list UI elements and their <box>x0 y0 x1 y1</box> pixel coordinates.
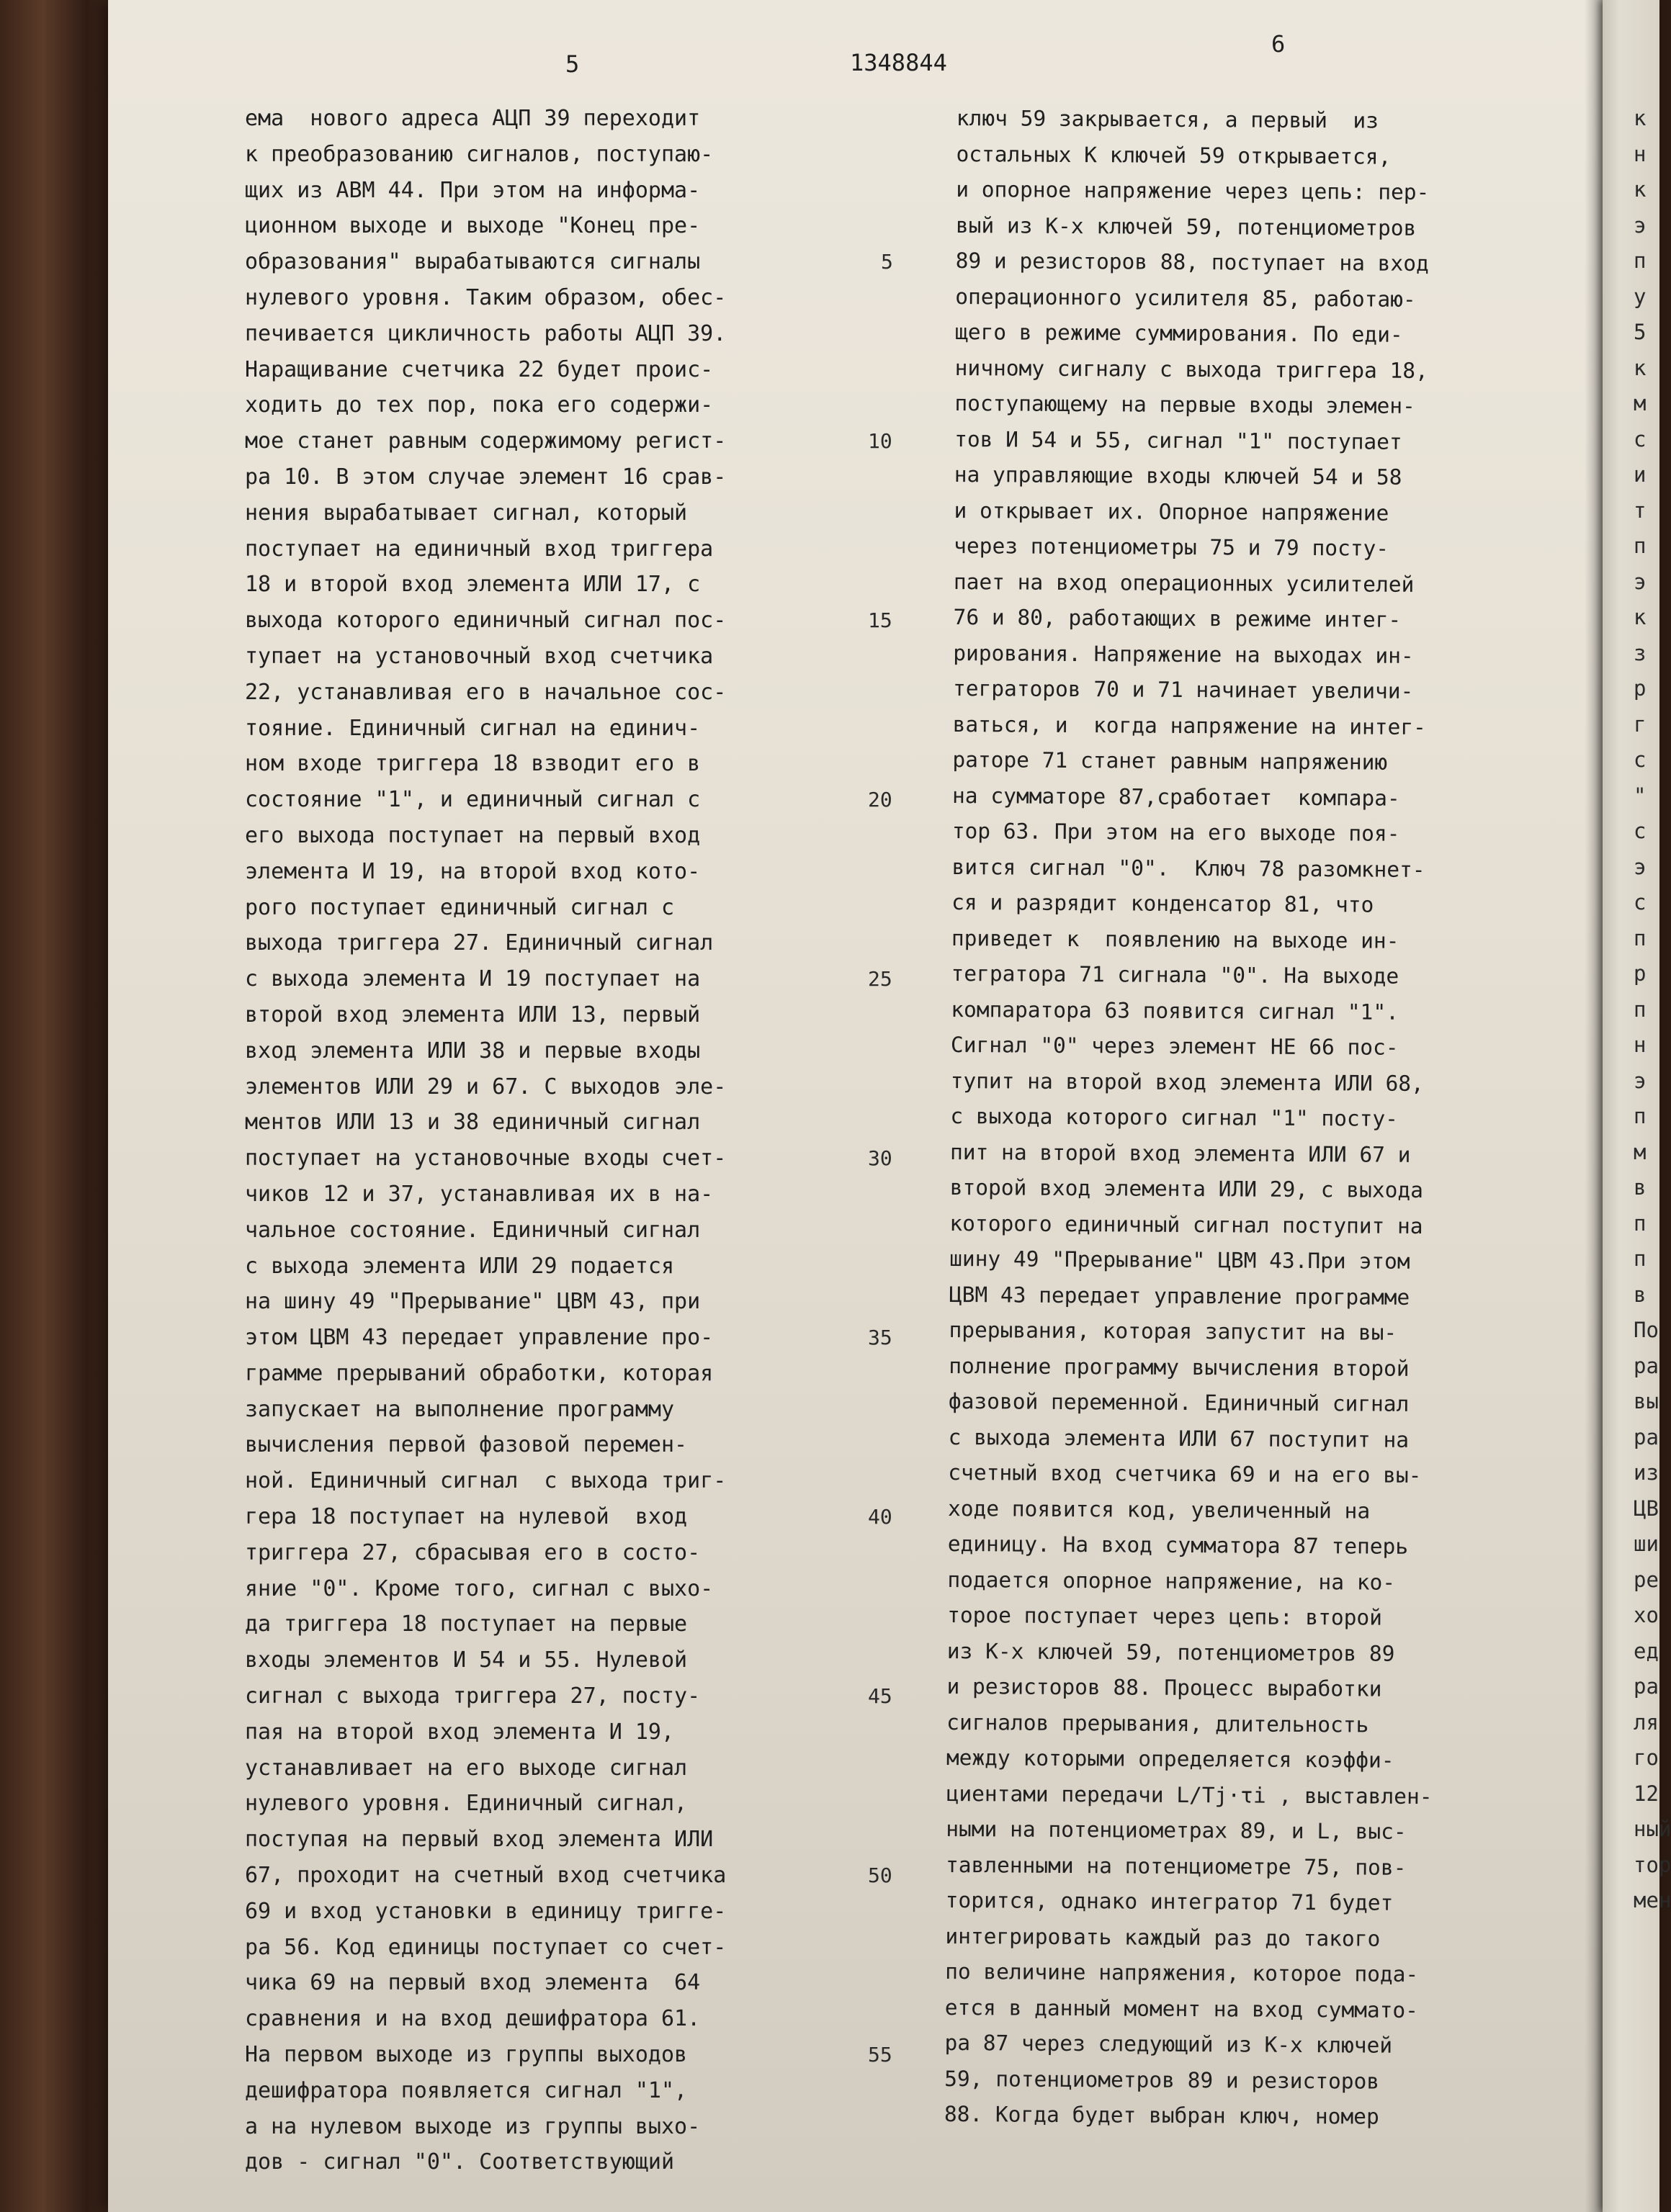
text-line: тупит на второй вход элемента ИЛИ 68, <box>950 1068 1424 1096</box>
text-line: прерывания, которая запустит на вы- <box>949 1317 1397 1345</box>
text-line: ной. Единичный сигнал с выхода триг- <box>245 1468 727 1494</box>
text-line: Наращивание счетчика 22 будет проис- <box>245 356 714 382</box>
text-line: тор 63. При этом на его выходе поя- <box>951 818 1400 846</box>
edge-fragment: п <box>1634 1246 1647 1271</box>
text-line: из К-х ключей 59, потенциометров 89 <box>946 1638 1395 1666</box>
line-number: 5 <box>881 250 893 274</box>
line-number: 25 <box>868 967 892 992</box>
edge-fragment: хо <box>1634 1603 1659 1627</box>
text-line: дешифратора появляется сигнал "1", <box>245 2077 688 2103</box>
text-line: а на нулевом выходе из группы выхо- <box>245 2113 701 2139</box>
right-text-column <box>944 101 1443 2136</box>
text-line: вход элемента ИЛИ 38 и первые входы <box>245 1038 701 1064</box>
text-line: элемента И 19, на второй вход кото- <box>245 858 701 884</box>
text-line: на шину 49 "Прерывание" ЦВМ 43, при <box>245 1289 701 1315</box>
edge-fragment: ра <box>1634 1674 1659 1699</box>
edge-fragment: э <box>1634 569 1647 594</box>
edge-fragment: з <box>1634 640 1647 665</box>
text-line: раторе 71 станет равным напряжению <box>952 747 1388 775</box>
edge-fragment: г <box>1634 711 1647 737</box>
edge-fragment: вы <box>1634 1389 1659 1413</box>
text-line: теграторов 70 и 71 начинает увеличи- <box>952 675 1414 703</box>
text-line: 22, устанавливая его в начальное сос- <box>245 679 727 705</box>
text-line: ра 87 через следующий из К-х ключей <box>944 2030 1393 2058</box>
text-line: второй вход элемента ИЛИ 29, с выхода <box>949 1174 1424 1202</box>
text-line: грамме прерываний обработки, которая <box>245 1360 714 1386</box>
edge-fragment: у <box>1634 284 1647 309</box>
edge-fragment: ра <box>1634 1353 1659 1378</box>
text-line: ничному сигналу с выхода триггера 18, <box>954 355 1428 383</box>
edge-fragment: п <box>1634 997 1647 1022</box>
edge-fragment: в <box>1634 1282 1647 1307</box>
line-number: 30 <box>868 1146 892 1171</box>
line-number: 20 <box>868 788 892 812</box>
text-line: рого поступает единичный сигнал с <box>245 894 675 920</box>
text-line: ема нового адреса АЦП 39 переходит <box>245 106 701 131</box>
text-line: сигналов прерывания, длительность <box>946 1709 1369 1737</box>
text-line: яние "0". Кроме того, сигнал с выхо- <box>245 1575 714 1601</box>
line-number: 35 <box>868 1326 892 1350</box>
text-line: ном входе триггера 18 взводит его в <box>245 751 701 777</box>
text-line: подается опорное напряжение, на ко- <box>947 1567 1396 1595</box>
edge-fragment: к <box>1634 355 1647 380</box>
text-line: с выхода элемента ИЛИ 67 поступит на <box>948 1424 1410 1452</box>
edge-fragment: п <box>1634 248 1647 273</box>
edge-fragment: п <box>1634 534 1647 558</box>
edge-fragment: с <box>1634 747 1647 772</box>
edge-fragment: из <box>1634 1460 1659 1485</box>
text-line: чиков 12 и 37, устанавливая их в на- <box>245 1181 714 1207</box>
edge-fragment: к <box>1634 106 1647 130</box>
text-line: торое поступает через цепь: второй <box>947 1602 1383 1630</box>
text-line: полнение программу вычисления второй <box>949 1353 1410 1381</box>
text-line: триггера 27, сбрасывая его в состо- <box>245 1539 701 1565</box>
line-number: 55 <box>868 2043 892 2067</box>
text-line: и резисторов 88. Процесс выработки <box>946 1673 1382 1701</box>
text-line: входы элементов И 54 и 55. Нулевой <box>245 1647 688 1673</box>
text-line: поступающему на первые входы элемен- <box>954 390 1415 418</box>
left-page-number: 5 <box>565 50 580 78</box>
text-line: ваться, и когда напряжение на интег- <box>952 711 1426 739</box>
edge-fragment: ЦВ <box>1634 1496 1659 1521</box>
text-line: к преобразованию сигналов, поступаю- <box>245 141 714 167</box>
edge-fragment: п <box>1634 1210 1647 1236</box>
text-line: операционного усилителя 85, работаю- <box>955 284 1416 312</box>
text-line: приведет к появлению на выходе ин- <box>951 925 1399 953</box>
edge-fragment: п <box>1634 925 1647 950</box>
text-line: Сигнал "0" через элемент НЕ 66 пос- <box>950 1032 1399 1060</box>
edge-fragment: ре <box>1634 1567 1659 1592</box>
text-line: пит на второй вход элемента ИЛИ 67 и <box>949 1139 1411 1167</box>
line-number: 45 <box>868 1684 892 1709</box>
text-line: образования" вырабатываются сигналы <box>245 249 701 275</box>
line-number: 40 <box>868 1505 892 1529</box>
text-line: счетный вход счетчика 69 и на его вы- <box>948 1460 1422 1488</box>
text-line: фазовой переменной. Единичный сигнал <box>948 1388 1410 1416</box>
text-line: циентами передачи L/Tj·τi , выставлен- <box>946 1781 1433 1809</box>
text-line: 59, потенциометров 89 и резисторов <box>944 2066 1380 2094</box>
edge-fragment: По <box>1634 1318 1659 1342</box>
text-line: тупает на установочный вход счетчика <box>245 643 714 669</box>
text-line: и опорное напряжение через цепь: пер- <box>956 176 1430 205</box>
text-line: пая на второй вход элемента И 19, <box>245 1719 675 1745</box>
edge-fragment: п <box>1634 1104 1647 1128</box>
text-line: с выхода элемента И 19 поступает на <box>245 966 701 992</box>
edge-fragment: э <box>1634 212 1647 238</box>
text-line: да триггера 18 поступает на первые <box>245 1611 688 1637</box>
text-line: запускает на выполнение программу <box>245 1396 675 1422</box>
edge-fragment: н <box>1634 1033 1647 1057</box>
edge-fragment: 5 <box>1634 320 1647 344</box>
edge-fragment: э <box>1634 854 1647 879</box>
text-line: сравнения и на вход дешифратора 61. <box>245 2006 701 2032</box>
text-line: ходе появится код, увеличенный на <box>947 1496 1371 1524</box>
text-line: нулевого уровня. Единичный сигнал, <box>245 1791 688 1817</box>
text-line: 18 и второй вход элемента ИЛИ 17, с <box>245 572 701 598</box>
text-line: элементов ИЛИ 29 и 67. С выходов эле- <box>245 1074 727 1100</box>
text-line: единицу. На вход сумматора 87 теперь <box>947 1531 1409 1559</box>
text-line: ными на потенциометрах 89, и L, выс- <box>946 1816 1407 1844</box>
text-line: щего в режиме суммирования. По еди- <box>954 319 1403 347</box>
text-line: тояние. Единичный сигнал на единич- <box>245 715 701 741</box>
text-line: выхода триггера 27. Единичный сигнал <box>245 930 714 956</box>
text-line: сигнал с выхода триггера 27, посту- <box>245 1683 701 1709</box>
edge-fragment: в <box>1634 1175 1647 1200</box>
text-line: ется в данный момент на вход суммато- <box>944 1995 1419 2023</box>
edge-fragment: э <box>1634 1068 1647 1093</box>
text-line: и открывает их. Опорное напряжение <box>954 498 1389 526</box>
text-line: на сумматоре 87,сработает компара- <box>952 783 1400 811</box>
edge-fragment: с <box>1634 890 1647 914</box>
next-page-text-fragments <box>1634 101 1671 1919</box>
text-line: ЦВМ 43 передает управление программе <box>949 1282 1410 1310</box>
edge-fragment: м <box>1634 1139 1647 1164</box>
text-line: ра 56. Код единицы поступает со счет- <box>245 1934 727 1960</box>
text-line: компаратора 63 появится сигнал "1". <box>951 997 1399 1025</box>
edge-fragment: ед <box>1634 1638 1659 1663</box>
text-line: тавленными на потенциометре 75, пов- <box>945 1852 1407 1880</box>
text-line: нения вырабатывает сигнал, который <box>245 500 688 526</box>
text-line: рирования. Напряжение на выходах ин- <box>953 640 1414 668</box>
text-line: выхода которого единичный сигнал пос- <box>245 608 727 634</box>
edge-fragment: н <box>1634 141 1647 166</box>
text-line: пает на вход операционных усилителей <box>953 569 1415 597</box>
text-line: вится сигнал "0". Ключ 78 разомкнет- <box>951 854 1425 882</box>
text-line: 67, проходит на счетный вход счетчика <box>245 1863 727 1889</box>
text-line: тегратора 71 сигнала "0". На выходе <box>951 961 1399 989</box>
edge-fragment: р <box>1634 961 1647 986</box>
text-line: 69 и вход установки в единицу тригге- <box>245 1898 727 1924</box>
edge-fragment: с <box>1634 426 1647 451</box>
text-line: чальное состояние. Единичный сигнал <box>245 1217 701 1243</box>
right-page-number: 6 <box>1271 30 1286 58</box>
text-line: 88. Когда будет выбран ключ, номер <box>944 2101 1379 2129</box>
text-line: между которыми определяется коэффи- <box>946 1745 1394 1773</box>
edge-fragment: ный <box>1634 1817 1671 1841</box>
text-line: дов - сигнал "0". Соответствующий <box>245 2149 675 2175</box>
text-line: тов И 54 и 55, сигнал "1" поступает <box>954 426 1402 454</box>
edge-fragment: ля <box>1634 1709 1659 1735</box>
text-line: торится, однако интегратор 71 будет <box>945 1887 1394 1915</box>
text-line: 89 и резисторов 88, поступает на вход <box>955 248 1429 276</box>
text-line: через потенциометры 75 и 79 посту- <box>954 533 1389 561</box>
text-line: этом ЦВМ 43 передает управление про- <box>245 1325 714 1351</box>
edge-fragment: 12 <box>1634 1781 1659 1806</box>
left-text-column <box>245 101 726 2180</box>
text-line: шину 49 "Прерывание" ЦВМ 43.При этом <box>949 1246 1410 1274</box>
text-line: на управляющие входы ключей 54 и 58 <box>954 462 1402 490</box>
text-line: ментов ИЛИ 13 и 38 единичный сигнал <box>245 1110 701 1136</box>
edge-fragment: к <box>1634 605 1647 629</box>
text-line: поступает на установочные входы счет- <box>245 1146 727 1172</box>
text-line: ходить до тех пор, пока его содержи- <box>245 392 714 418</box>
line-number: 15 <box>868 608 892 633</box>
edge-fragment: т <box>1634 498 1647 523</box>
text-line: поступает на единичный вход триггера <box>245 536 714 562</box>
edge-fragment: " <box>1634 783 1647 808</box>
edge-fragment: ши <box>1634 1532 1659 1556</box>
text-line: вычисления первой фазовой перемен- <box>245 1432 688 1458</box>
text-line: с выхода которого сигнал "1" посту- <box>950 1103 1399 1131</box>
text-line: ра 10. В этом случае элемент 16 срав- <box>245 464 727 490</box>
edge-fragment: р <box>1634 676 1647 701</box>
patent-number: 1348844 <box>850 49 947 76</box>
edge-fragment: мен <box>1634 1888 1671 1912</box>
text-line: печивается цикличность работы АЦП 39. <box>245 320 727 346</box>
text-line: его выхода поступает на первый вход <box>245 822 701 848</box>
text-line: ключ 59 закрывается, а первый из <box>956 105 1379 133</box>
line-number: 50 <box>868 1863 892 1888</box>
text-line: гера 18 поступает на нулевой вход <box>245 1504 688 1530</box>
text-line: с выхода элемента ИЛИ 29 подается <box>245 1253 675 1279</box>
text-line: ционном выходе и выходе "Конец пре- <box>245 213 701 239</box>
edge-fragment: с <box>1634 819 1647 843</box>
text-line: нулевого уровня. Таким образом, обес- <box>245 284 727 310</box>
line-number: 10 <box>868 429 892 454</box>
text-line: по величине напряжения, которое пода- <box>945 1959 1419 1987</box>
text-line: состояние "1", и единичный сигнал с <box>245 787 701 813</box>
text-line: вый из К-х ключей 59, потенциометров <box>955 212 1417 240</box>
edge-fragment: тор <box>1634 1852 1671 1877</box>
text-line: поступая на первый вход элемента ИЛИ <box>245 1827 714 1853</box>
text-line: остальных К ключей 59 открывается, <box>956 141 1392 169</box>
text-line: На первом выходе из группы выходов <box>245 2042 688 2068</box>
text-line: второй вход элемента ИЛИ 13, первый <box>245 1002 701 1028</box>
text-line: ся и разрядит конденсатор 81, что <box>951 889 1374 917</box>
edge-fragment: ра <box>1634 1424 1659 1449</box>
text-line: щих из АВМ 44. При этом на информа- <box>245 177 701 203</box>
edge-fragment: и <box>1634 462 1647 487</box>
edge-fragment: м <box>1634 391 1647 415</box>
edge-fragment: к <box>1634 177 1647 202</box>
edge-fragment: го <box>1634 1745 1659 1770</box>
text-line: мое станет равным содержимому регист- <box>245 428 727 454</box>
text-line: устанавливает на его выходе сигнал <box>245 1755 688 1781</box>
text-line: интегрировать каждый раз до такого <box>945 1923 1381 1951</box>
text-line: которого единичный сигнал поступит на <box>949 1210 1423 1238</box>
text-line: 76 и 80, работающих в режиме интег- <box>953 604 1402 632</box>
text-line: чика 69 на первый вход элемента 64 <box>245 1970 701 1996</box>
